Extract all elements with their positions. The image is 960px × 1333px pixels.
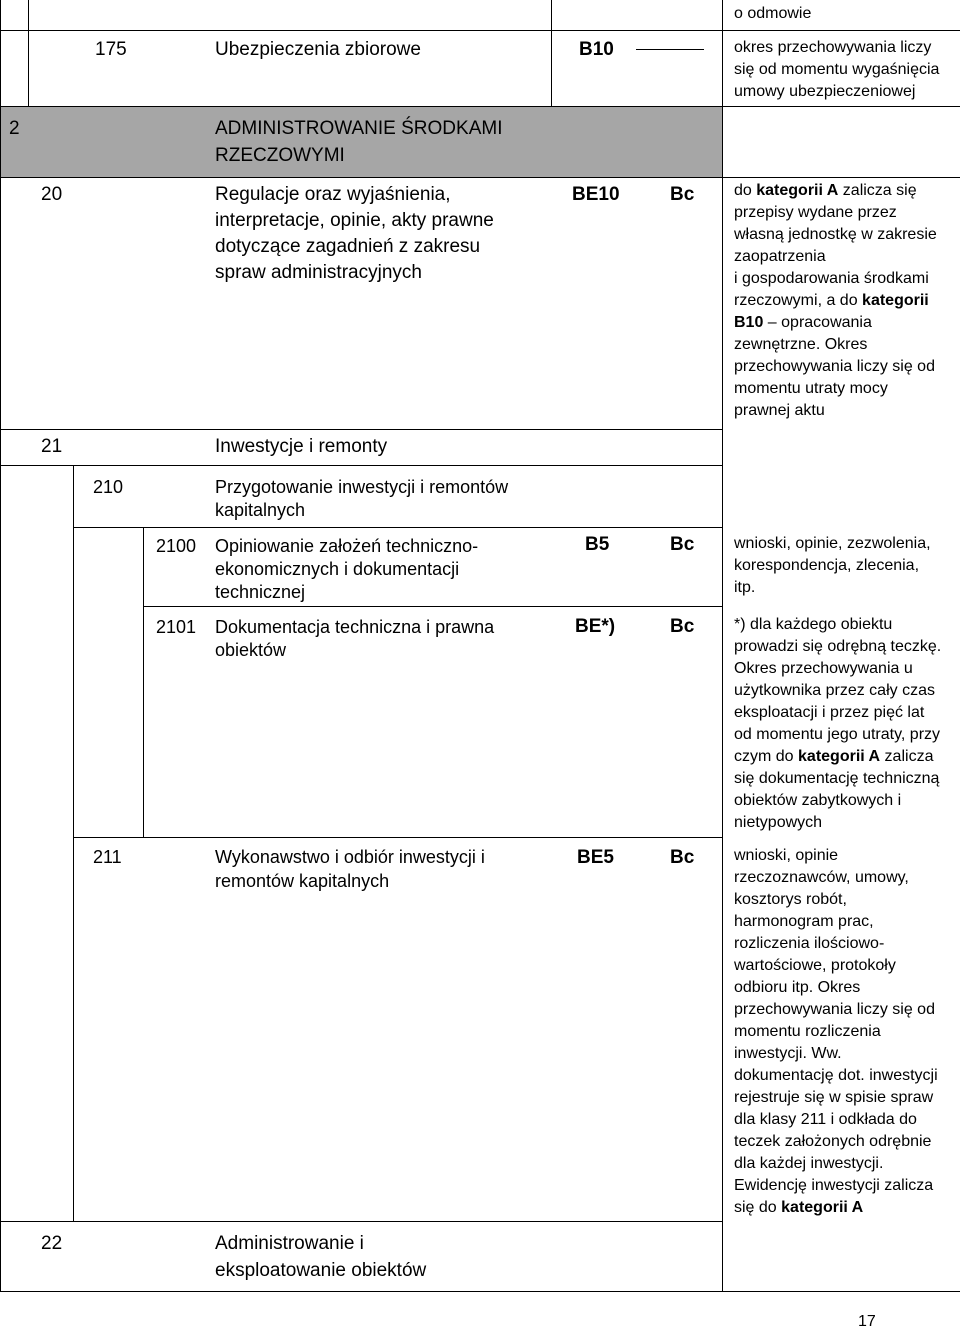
row-2101-title-2: obiektów	[215, 640, 287, 660]
row-210-title-2: kapitalnych	[215, 500, 306, 520]
row-2101-desc-9: obiektów zabytkowych i	[734, 792, 902, 809]
row-20-desc-5: i gospodarowania środkami	[734, 270, 929, 287]
row-211-desc-13: dla klasy 211 i odkłada do	[734, 1111, 917, 1128]
row-211-desc-9: momentu rozliczenia	[734, 1023, 881, 1040]
rule-h-2	[0, 177, 960, 178]
row-211-desc-8: przechowywania liczy się od	[734, 1001, 935, 1018]
row-175-code: 175	[95, 39, 127, 60]
row-2101-desc-1: *) dla każdego obiektu	[734, 616, 893, 633]
row-211-desc-15: dla każdej inwestycji.	[734, 1155, 884, 1172]
row-22-code: 22	[41, 1233, 63, 1254]
row-20-desc-4: zaopatrzenia	[734, 248, 826, 265]
row-175-desc-3: umowy ubezpieczeniowej	[734, 83, 916, 100]
row-2100-desc-1: wnioski, opinie, zezwolenia,	[734, 535, 931, 552]
row-210-code: 210	[93, 477, 124, 497]
row-211-title-2: remontów kapitalnych	[215, 871, 390, 891]
row-2101-desc-8: się dokumentację techniczną	[734, 770, 940, 787]
row-211-title-1: Wykonawstwo i odbiór inwestycji i	[215, 847, 485, 867]
top-description: o odmowie	[734, 5, 812, 22]
row-2100-title-3: technicznej	[215, 582, 306, 602]
rule-v-1	[28, 0, 29, 106]
row-211-desc-14: teczek założonych odrębnie	[734, 1133, 932, 1150]
row-22-title-1: Administrowanie i	[215, 1233, 364, 1254]
row-20-category: BE10	[572, 184, 620, 205]
rule-h-21	[0, 465, 722, 466]
row-210-title-1: Przygotowanie inwestycji i remontów	[215, 477, 509, 497]
row-20-desc-7: B10 – opracowania	[734, 314, 872, 331]
row-2-title-2: RZECZOWYMI	[215, 145, 345, 166]
row-20-title-3: dotyczące zagadnień z zakresu	[215, 236, 481, 257]
rule-h-top	[0, 30, 960, 31]
row-175-category: B10	[579, 39, 614, 60]
rule-h-211	[0, 1221, 722, 1222]
row-211-desc-4: harmonogram prac,	[734, 913, 874, 930]
rule-v-3	[143, 528, 144, 837]
rule-v-5	[722, 0, 723, 1292]
row-2-title-1: ADMINISTROWANIE ŚRODKAMI	[215, 118, 503, 139]
row-2100-category: B5	[585, 534, 610, 555]
row-211-category-other: Bc	[670, 847, 695, 868]
rule-h-210	[73, 527, 722, 528]
rule-h-20	[0, 429, 722, 430]
row-175-desc-1: okres przechowywania liczy	[734, 39, 932, 56]
row-2101-title-1: Dokumentacja techniczna i prawna	[215, 617, 495, 637]
row-20-desc-3: własną jednostkę w zakresie	[734, 226, 937, 243]
row-20-desc-2: przepisy wydane przez	[734, 204, 897, 221]
row-2101-desc-6: od momentu jego utraty, przy	[734, 726, 941, 743]
row-20-code: 20	[41, 184, 63, 205]
row-211-desc-6: wartościowe, protokoły	[734, 957, 896, 974]
row-2100-title-2: ekonomicznych i dokumentacji	[215, 559, 460, 579]
row-21-code: 21	[41, 436, 63, 457]
row-2101-desc-10: nietypowych	[734, 814, 823, 831]
row-2101-code: 2101	[156, 617, 197, 637]
row-2100-desc-3: itp.	[734, 579, 756, 596]
row-20-desc-11: prawnej aktu	[734, 402, 825, 419]
rule-h-bottom	[0, 1291, 960, 1292]
row-2101-desc-5: eksploatacji i przez pięć lat	[734, 704, 925, 721]
row-2100-category-other: Bc	[670, 534, 695, 555]
row-2101-category-other: Bc	[670, 616, 695, 637]
row-2100-desc-2: korespondencja, zlecenia,	[734, 557, 920, 574]
row-211-desc-5: rozliczenia ilościowo-	[734, 935, 885, 952]
rule-h-175	[0, 106, 960, 107]
row-2-code: 2	[9, 118, 20, 139]
row-211-desc-16: Ewidencję inwestycji zalicza	[734, 1177, 934, 1194]
row-2101-desc-3: Okres przechowywania u	[734, 660, 913, 677]
row-211-desc-11: dokumentację dot. inwestycji	[734, 1067, 938, 1084]
row-20-desc-6: rzeczowymi, a do kategorii	[734, 292, 929, 309]
row-211-desc-10: inwestycji. Ww.	[734, 1045, 842, 1062]
row-175-dash	[636, 49, 704, 50]
row-211-category: BE5	[577, 847, 614, 868]
row-2101-desc-4: użytkownika przez cały czas	[734, 682, 935, 699]
rule-v-2	[73, 466, 74, 1221]
row-211-code: 211	[93, 847, 122, 867]
row-21-title: Inwestycje i remonty	[215, 436, 388, 457]
row-20-title-4: spraw administracyjnych	[215, 262, 422, 283]
row-211-desc-12: rejestruje się w spisie spraw	[734, 1089, 934, 1106]
section-header-band	[1, 106, 722, 177]
row-20-desc-1: do kategorii A zalicza się	[734, 182, 917, 199]
row-211-desc-3: kosztorys robót,	[734, 891, 847, 908]
rule-h-2100	[143, 606, 722, 607]
row-175-desc-2: się od momentu wygaśnięcia	[734, 61, 940, 78]
row-211-desc-1: wnioski, opinie	[734, 847, 839, 864]
row-22-title-2: eksploatowanie obiektów	[215, 1260, 427, 1281]
row-211-desc-17: się do kategorii A	[734, 1199, 864, 1216]
rule-h-2101	[73, 837, 722, 838]
row-20-desc-10: momentu utraty mocy	[734, 380, 888, 397]
row-2101-desc-2: prowadzi się odrębną teczkę.	[734, 638, 942, 655]
rule-v-left	[0, 0, 1, 1292]
rule-v-4	[551, 0, 552, 106]
row-20-desc-8: zewnętrzne. Okres	[734, 336, 868, 353]
row-211-desc-7: odbioru itp. Okres	[734, 979, 861, 996]
row-2100-title-1: Opiniowanie założeń techniczno-	[215, 536, 479, 556]
row-20-title-2: interpretacje, opinie, akty prawne	[215, 210, 494, 231]
row-211-desc-2: rzeczoznawców, umowy,	[734, 869, 909, 886]
row-2101-category: BE*)	[575, 616, 616, 637]
row-20-title-1: Regulacje oraz wyjaśnienia,	[215, 184, 451, 205]
row-175-title: Ubezpieczenia zbiorowe	[215, 39, 421, 60]
row-20-desc-9: przechowywania liczy się od	[734, 358, 935, 375]
row-20-category-other: Bc	[670, 184, 695, 205]
row-2100-code: 2100	[156, 536, 197, 556]
page-number: 17	[858, 1313, 876, 1330]
row-2101-desc-7: czym do kategorii A zalicza	[734, 748, 934, 765]
